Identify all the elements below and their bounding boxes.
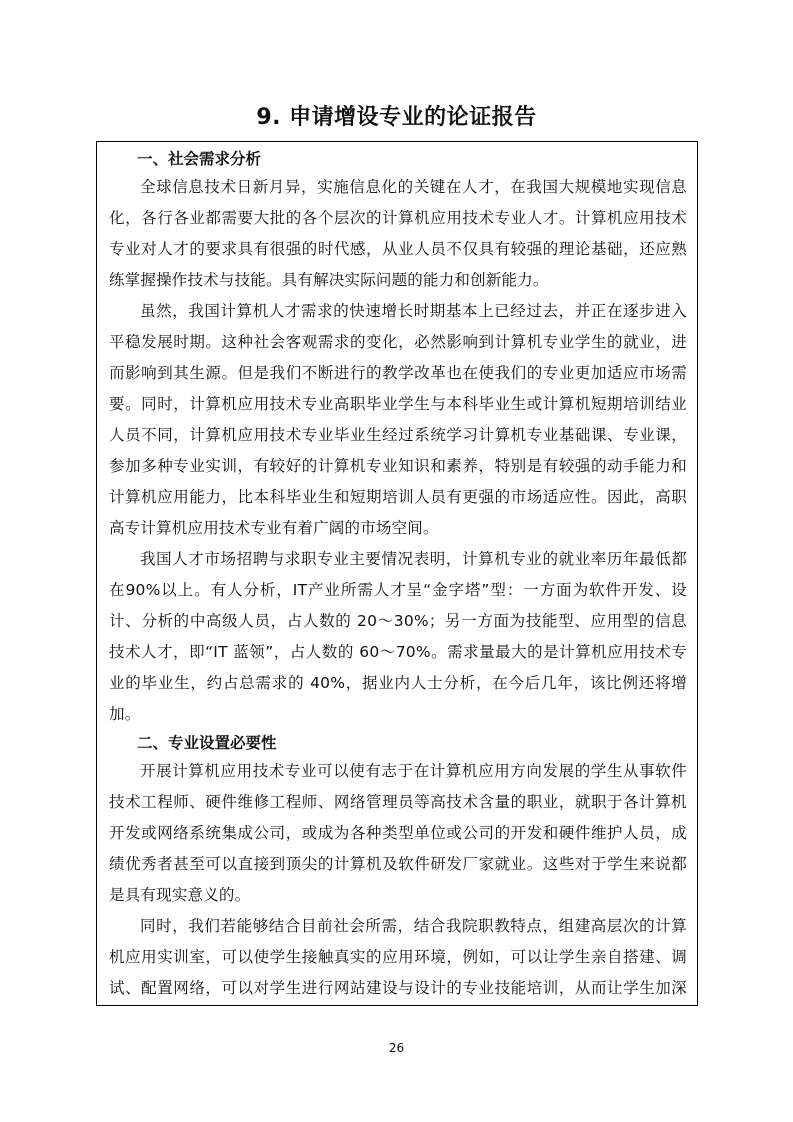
page-title: 9. 申请增设专业的论证报告 [256, 105, 537, 130]
report-frame [96, 141, 698, 1006]
section-heading-necessity: 二、专业设置必要性 [137, 734, 277, 752]
section-heading-social-demand: 一、社会需求分析 [137, 150, 262, 168]
paragraph: 开展计算机应用技术专业可以使有志于在计算机应用方向发展的学生从事软件技术工程师、硬件维修工程师、网络管理员等高技术含量的职业，就职于各计算机开发或网络系统集成公司，或成为各种类型单位或公司的开发和硬件维护人员，成绩优秀者甚至可以直接到顶尖的计算机及软件研发厂家就业。这些对于学生来说都是具有现实意义的。 [109, 762, 687, 904]
paragraph: 虽然，我国计算机人才需求的快速增长时期基本上已经过去，并正在逐步进入平稳发展时期。这种社会客观需求的变化，必然影响到计算机专业学生的就业，进而影响到其生源。但是我们不断进行的教学改革也在使我们的专业更加适应市场需要。同时，计算机应用技术专业高职毕业学生与本科毕业生或计算机短期培训结业人员不同，计算机应用技术专业毕业生经过系统学习计算机专业基础课、专业课，参加多种专业实训，有较好的计算机专业知识和素养，特别是有较强的动手能力和计算机应用能力，比本科毕业生和短期培训人员有更强的市场适应性。因此，高职高专计算机应用技术专业有着广阔的市场空间。 [109, 302, 687, 537]
page-number: 26 [388, 1041, 405, 1055]
paragraph: 同时，我们若能够结合目前社会所需，结合我院职教特点，组建高层次的计算机应用实训室，可以使学生接触真实的应用环境，例如，可以让学生亲自搭建、调试、配置网络，可以对学生进行网站建设与设计的专业技能培训，从而让学生加深 [109, 917, 687, 997]
report-content [97, 142, 697, 1006]
paragraph: 我国人才市场招聘与求职专业主要情况表明，计算机专业的就业率历年最低都在90%以上。有人分析，IT产业所需人才呈“金字塔”型：一方面为软件开发、设计、分析的中高级人员，占人数的 20～30%；另一方面为技能型、应用型的信息技术人才，即“IT 蓝领”，占人数的 60～70%。需求量最大的是计算机应用技术专业的毕业生，约占总需求的 40%，据业内人士分析，在今后几年，该比例还将增加。 [109, 550, 687, 723]
paragraph: 全球信息技术日新月异，实施信息化的关键在人才，在我国大规模地实现信息化，各行各业都需要大批的各个层次的计算机应用技术专业人才。计算机应用技术专业对人才的要求具有很强的时代感，从业人员不仅具有较强的理论基础，还应熟练掌握操作技术与技能。具有解决实际问题的能力和创新能力。 [109, 178, 687, 289]
